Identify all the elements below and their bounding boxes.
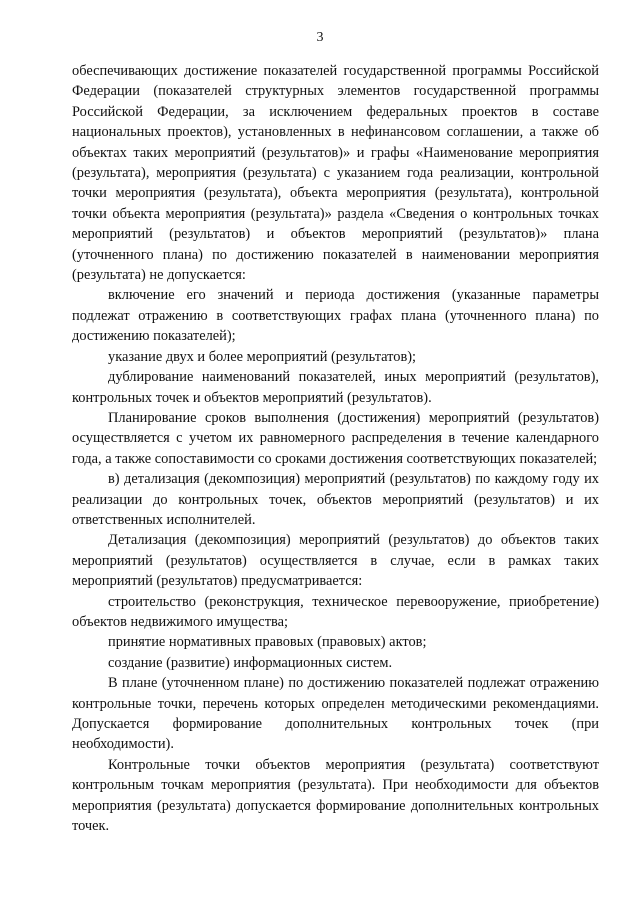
paragraph-detailing-to-objects: Детализация (декомпозиция) мероприятий (результатов) до объектов таких мероприятий (результатов) осуществляется в случае, если в рамках таких мероприятий (результатов) предусматривается: <box>72 532 599 590</box>
paragraph-item-v-detailing: в) детализация (декомпозиция) мероприятий (результатов) по каждому году их реализации до контрольных точек, объектов мероприятий (результатов) и их ответственных исполнителей. <box>72 471 599 528</box>
document-body <box>72 61 599 836</box>
paragraph-planning-deadlines: Планирование сроков выполнения (достижения) мероприятий (результатов) осуществляется с учетом их равномерного распределения в течение календарного года, а также сопоставимости со сроками достижения соответствующих показателей; <box>72 409 599 467</box>
paragraph-list-item-two-results: указание двух и более мероприятий (результатов); <box>108 348 417 365</box>
paragraph-list-item-duplication: дублирование наименований показателей, иных мероприятий (результатов), контрольных точек и объектов мероприятий (результатов). <box>72 369 599 406</box>
paragraph-list-item-legal-acts: принятие нормативных правовых (правовых) актов; <box>108 634 427 651</box>
paragraph-list-item-values: включение его значений и периода достижения (указанные параметры подлежат отражению в соответствующих графах плана (уточненного плана) по достижению показателей); <box>72 287 599 345</box>
paragraph-control-points-plan: В плане (уточненном плане) по достижению показателей подлежат отражению контрольные точки, перечень которых определен методическими рекомендациями. Допускается формирование дополнительных контрольных точек (при необходимости). <box>72 675 599 753</box>
page-number: 3 <box>316 30 324 45</box>
paragraph-list-item-construction: строительство (реконструкция, техническое перевооружение, приобретение) объектов недвижимого имущества; <box>72 593 599 630</box>
paragraph-continuation: обеспечивающих достижение показателей государственной программы Российской Федерации (показателей структурных элементов государственной программы Российской Федерации, за исключением федеральных проектов в составе национальных проектов), установленных в нефинансовом соглашении, а также об объектах таких мероприятий (результатов)» и графы «Наименование мероприятия (результата), мероприятия (результата) с указанием года реализации, контрольной точки мероприятия (результата), объекта мероприятия (результата), контрольной точки объекта мероприятия (результата)» раздела «Сведения о контрольных точках мероприятий (результатов) и объектов мероприятий (результатов)» плана (уточненного плана) по достижению показателей в наименовании мероприятия (результата) не допускается: <box>72 63 599 284</box>
paragraph-control-points-objects: Контрольные точки объектов мероприятия (результата) соответствуют контрольным точкам мероприятия (результата). При необходимости для объектов мероприятия (результата) допускается формирование дополнительных контрольных точек. <box>72 756 599 835</box>
paragraph-list-item-information-systems: создание (развитие) информационных систем. <box>108 654 393 671</box>
